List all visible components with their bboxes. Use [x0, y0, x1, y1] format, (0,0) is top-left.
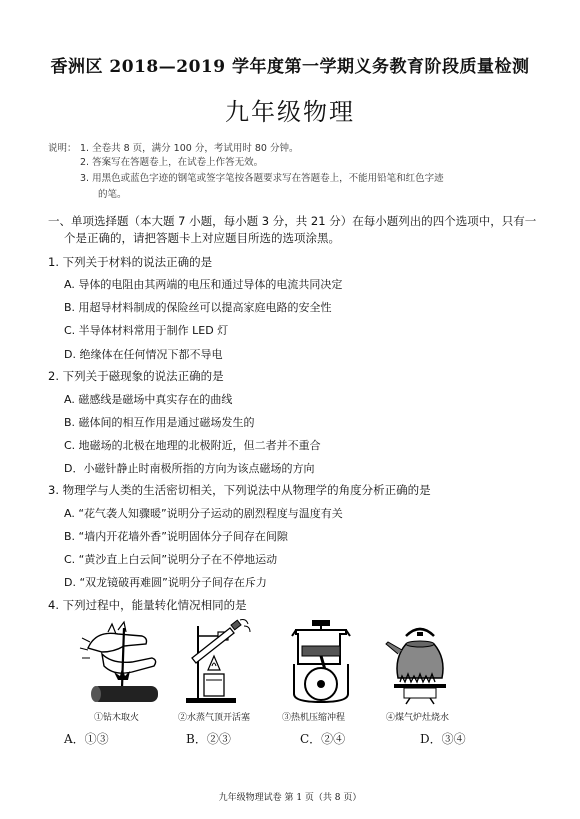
answer-c: C．②④ — [300, 732, 346, 746]
option-c: C. 地磁场的北极在地理的北极附近，但二者并不重合 — [64, 439, 321, 452]
kettle-stove-icon — [384, 618, 456, 706]
answer-a: A．①③ — [64, 732, 109, 746]
subject-title: 九年级物理 — [225, 98, 355, 126]
option-c: C. “黄沙直上白云间”说明分子在不停地运动 — [64, 553, 278, 566]
option-a: A. 导体的电阻由其两端的电压和通过导体的电流共同决定 — [64, 278, 343, 291]
note-item: 1. 全卷共 8 页，满分 100 分，考试用时 80 分钟。 — [80, 143, 299, 154]
engine-cylinder-icon — [286, 618, 356, 706]
option-b: B. “墙内开花墙外香”说明固体分子间存在间隙 — [64, 530, 288, 543]
option-d: D. 绝缘体在任何情况下都不导电 — [64, 348, 223, 361]
answer-b: B．②③ — [186, 732, 231, 746]
exam-title: 香洲区 2018—2019 学年度第一学期义务教育阶段质量检测 — [50, 57, 530, 77]
option-a: A. “花气袭人知骤暖”说明分子运动的剧烈程度与温度有关 — [64, 507, 343, 520]
drill-fire-icon — [78, 618, 168, 706]
section-line: 个是正确的，请把答题卡上对应题目所选的选项涂黑。 — [64, 231, 340, 245]
question-stem: 3. 物理学与人类的生活密切相关，下列说法中从物理学的角度分析正确的是 — [48, 483, 431, 497]
figure-caption: ①钻木取火 — [94, 713, 140, 723]
note-item: 2. 答案写在答题卷上，在试卷上作答无效。 — [80, 157, 264, 168]
steam-test-tube-icon — [178, 618, 258, 706]
question-stem: 1. 下列关于材料的说法正确的是 — [48, 255, 213, 269]
option-c: C. 半导体材料常用于制作 LED 灯 — [64, 324, 229, 337]
option-d: D．小磁针静止时南极所指的方向为该点磁场的方向 — [64, 462, 315, 475]
section-line: 一、单项选择题（本大题 7 小题，每小题 3 分，共 21 分）在每小题列出的四个选项中，只有一 — [48, 214, 537, 228]
option-b: B. 用超导材料制成的保险丝可以提高家庭电路的安全性 — [64, 301, 332, 314]
figure-caption: ③热机压缩冲程 — [282, 713, 346, 723]
figure-caption: ②水蒸气顶开活塞 — [178, 713, 251, 723]
option-a: A. 磁感线是磁场中真实存在的曲线 — [64, 393, 233, 406]
note-item: 的笔。 — [98, 189, 127, 200]
option-d: D. “双龙镜破再难圆”说明分子间存在斥力 — [64, 576, 267, 589]
answer-d: D．③④ — [420, 732, 466, 746]
notes-label: 说明： — [48, 143, 77, 154]
page-footer: 九年级物理试卷 第 1 页（共 8 页） — [218, 793, 362, 803]
note-item: 3. 用黑色或蓝色字迹的钢笔或签字笔按各题要求写在答题卷上，不能用铅笔和红色字迹 — [80, 173, 444, 184]
question-stem: 4. 下列过程中，能量转化情况相同的是 — [48, 598, 247, 612]
option-b: B. 磁体间的相互作用是通过磁场发生的 — [64, 416, 255, 429]
question-stem: 2. 下列关于磁现象的说法正确的是 — [48, 369, 224, 383]
figure-caption: ④煤气炉灶烧水 — [386, 713, 450, 723]
